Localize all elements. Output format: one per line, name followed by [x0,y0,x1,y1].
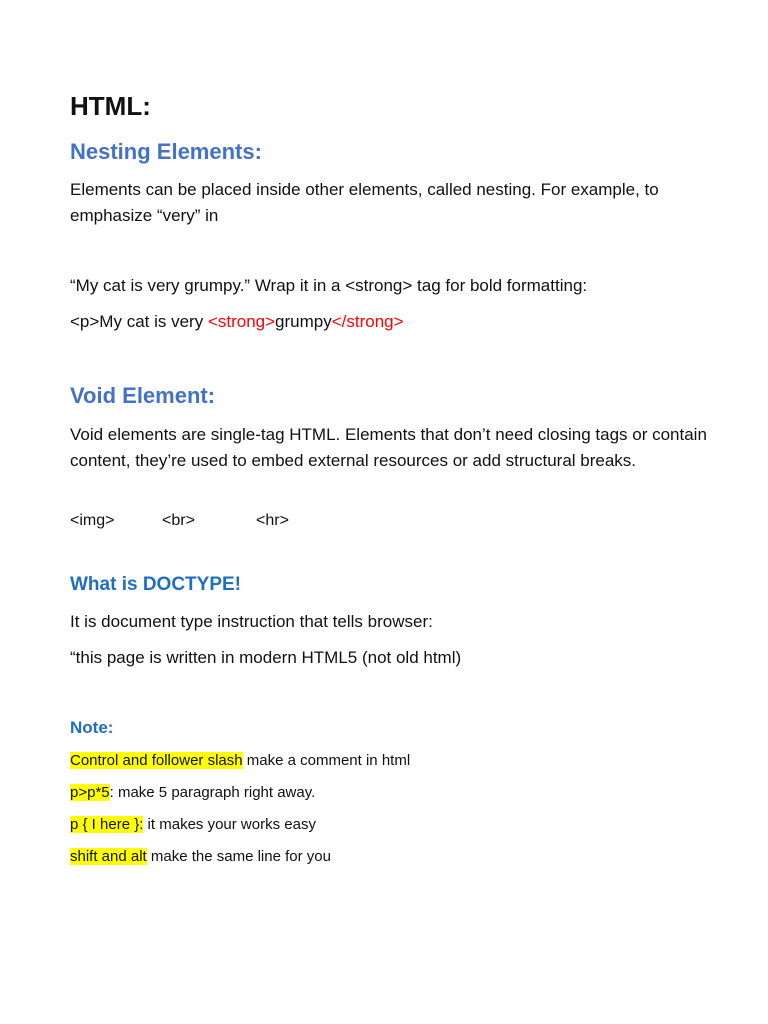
note-item-3 [70,814,710,836]
note-item-4-text: make the same line for you [146,848,331,865]
note-item-1 [70,750,710,772]
nesting-example-paragraph: “My cat is very grumpy.” Wrap it in a <strong> tag for bold formatting: [70,276,588,295]
void-paragraph: Void elements are single-tag HTML. Elements that don’t need closing tags or contain content, they’re used to embed external resources or add structural breaks. [70,425,712,470]
note-item-4 [70,846,710,868]
note-item-3-highlight: p { I here }: [70,816,144,833]
doctype-line-1: It is document type instruction that tells browser: [70,612,433,631]
note-item-1-highlight: Control and follower slash [70,752,243,769]
note-item-4-highlight: shift and alt [70,848,147,865]
note-item-2-text: : make 5 paragraph right away. [109,784,316,801]
code-close-tag: </strong> [331,312,404,331]
note-heading: Note: [70,718,114,737]
void-heading: Void Element: [70,383,216,408]
note-item-2-highlight: p>p*5 [70,784,110,801]
void-tag-img: <img> [70,512,115,529]
note-item-1-text: make a comment in html [242,752,411,769]
code-prefix: <p>My cat is very [70,312,208,331]
page-title: HTML: [70,91,151,121]
doctype-heading: What is DOCTYPE! [70,574,242,595]
code-word: grumpy [275,312,332,331]
note-item-3-text: it makes your works easy [143,816,316,833]
nesting-heading: Nesting Elements: [70,139,262,164]
nesting-code-example [70,309,710,335]
doctype-line-2: “this page is written in modern HTML5 (not old html) [70,648,462,667]
note-item-2 [70,782,710,804]
void-tag-hr: <hr> [256,512,289,529]
void-tags-list [70,509,710,533]
nesting-paragraph: Elements can be placed inside other elements, called nesting. For example, to emphasize “very” in [70,180,664,225]
void-tag-br: <br> [162,512,195,529]
code-open-tag: <strong> [207,312,276,331]
